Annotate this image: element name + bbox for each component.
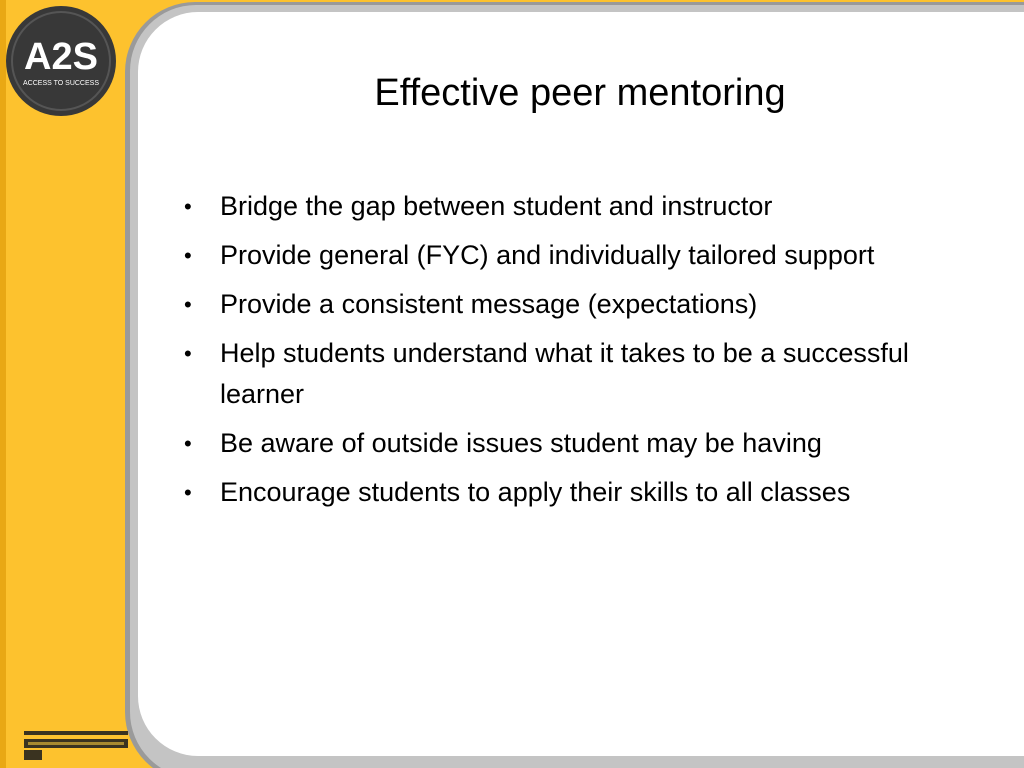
- bullet-text: Help students understand what it takes to be a successful learner: [220, 338, 909, 409]
- bullet-text: Bridge the gap between student and instructor: [220, 191, 773, 221]
- bullet-text: Be aware of outside issues student may be having: [220, 428, 822, 458]
- uwm-panther-logo-icon: [22, 728, 130, 764]
- bullet-text: Provide general (FYC) and individually tailored support: [220, 240, 875, 270]
- bullet-item: [180, 186, 970, 227]
- logo-text: A2S: [24, 36, 98, 78]
- bullet-text: Provide a consistent message (expectations): [220, 289, 758, 319]
- a2s-logo: [5, 5, 117, 117]
- bullet-item: [180, 333, 970, 415]
- logo-tagline: ACCESS TO SUCCESS: [23, 80, 99, 87]
- bullet-item: [180, 472, 970, 513]
- bullet-item: [180, 235, 970, 276]
- bullet-item: [180, 423, 970, 464]
- bullet-list: [180, 186, 970, 521]
- bullet-dot-icon: •: [184, 243, 192, 268]
- bullet-dot-icon: •: [184, 480, 192, 505]
- bullet-item: [180, 284, 970, 325]
- slide-title: Effective peer mentoring: [374, 72, 786, 114]
- bullet-dot-icon: •: [184, 431, 192, 456]
- bullet-text: Encourage students to apply their skills to all classes: [220, 477, 851, 507]
- bullet-dot-icon: •: [184, 292, 192, 317]
- bullet-dot-icon: •: [184, 194, 192, 219]
- bullet-dot-icon: •: [184, 341, 192, 366]
